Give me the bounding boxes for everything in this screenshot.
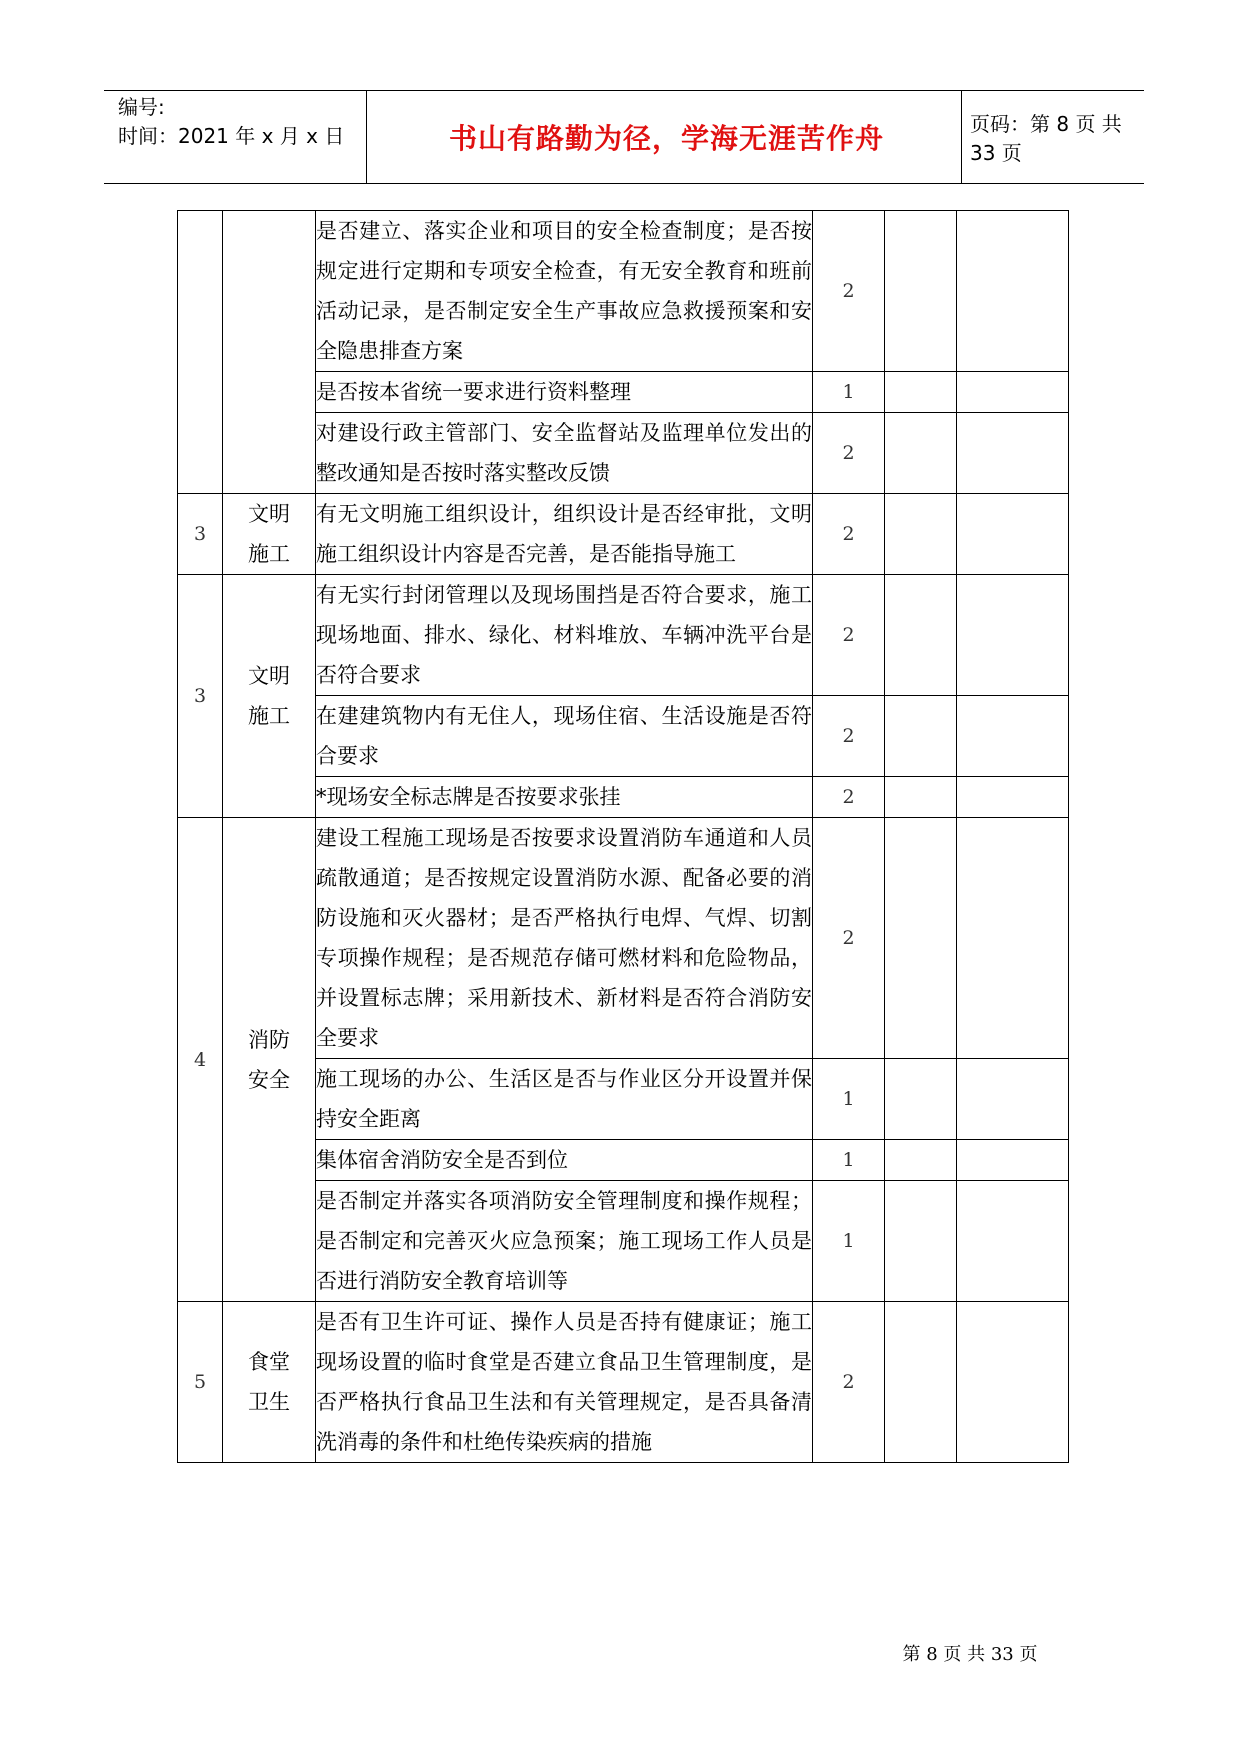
check-score: 2 xyxy=(813,696,885,777)
table-row xyxy=(178,818,1069,1059)
check-score: 2 xyxy=(813,777,885,818)
item-number: 3 xyxy=(178,494,223,575)
table-row xyxy=(178,1302,1069,1463)
item-category xyxy=(223,575,316,818)
header-page-label: 页码：第 8 页 共 33 页 xyxy=(970,112,1122,165)
check-description: *现场安全标志牌是否按要求张挂 xyxy=(316,777,813,818)
check-score: 2 xyxy=(813,413,885,494)
item-category xyxy=(223,1302,316,1463)
check-score: 1 xyxy=(813,1140,885,1181)
item-number xyxy=(178,211,223,494)
check-description: 建设工程施工现场是否按要求设置消防车通道和人员疏散通道；是否按规定设置消防水源、配备必要的消防设施和灭火器材；是否严格执行电焊、气焊、切割专项操作规程；是否规范存储可燃材料和危险物品，并设置标志牌；采用新技术、新材料是否符合消防安全要求 xyxy=(316,818,813,1059)
check-score: 2 xyxy=(813,211,885,372)
check-description: 有无实行封闭管理以及现场围挡是否符合要求，施工现场地面、排水、绿化、材料堆放、车辆冲洗平台是否符合要求 xyxy=(316,575,813,696)
blank-cell xyxy=(885,1059,957,1140)
check-score: 1 xyxy=(813,372,885,413)
check-description: 对建设行政主管部门、安全监督站及监理单位发出的整改通知是否按时落实整改反馈 xyxy=(316,413,813,494)
item-number: 3 xyxy=(178,575,223,818)
check-description: 施工现场的办公、生活区是否与作业区分开设置并保持安全距离 xyxy=(316,1059,813,1140)
blank-cell xyxy=(885,696,957,777)
item-category xyxy=(223,818,316,1302)
check-description: 集体宿舍消防安全是否到位 xyxy=(316,1140,813,1181)
blank-cell xyxy=(885,818,957,1059)
blank-cell xyxy=(957,1302,1069,1463)
blank-cell xyxy=(885,1140,957,1181)
blank-cell xyxy=(885,413,957,494)
header-motto: 书山有路勤为径，学海无涯苦作舟 xyxy=(448,122,884,155)
page-header xyxy=(104,90,1144,184)
blank-cell xyxy=(957,1059,1069,1140)
check-score: 2 xyxy=(813,818,885,1059)
table-row xyxy=(178,211,1069,372)
check-description: 是否有卫生许可证、操作人员是否持有健康证；施工现场设置的临时食堂是否建立食品卫生管理制度，是否严格执行食品卫生法和有关管理规定，是否具备清洗消毒的条件和杜绝传染疾病的措施 xyxy=(316,1302,813,1463)
check-description: 在建建筑物内有无住人，现场住宿、生活设施是否符合要求 xyxy=(316,696,813,777)
blank-cell xyxy=(957,777,1069,818)
blank-cell xyxy=(957,494,1069,575)
category-text: 消防安全 xyxy=(248,1027,290,1092)
item-category xyxy=(223,211,316,494)
check-description: 是否建立、落实企业和项目的安全检查制度；是否按规定进行定期和专项安全检查，有无安全教育和班前活动记录，是否制定安全生产事故应急救援预案和安全隐患排查方案 xyxy=(316,211,813,372)
table-row xyxy=(178,575,1069,696)
blank-cell xyxy=(957,818,1069,1059)
blank-cell xyxy=(885,777,957,818)
blank-cell xyxy=(957,372,1069,413)
check-description: 是否按本省统一要求进行资料整理 xyxy=(316,372,813,413)
check-score: 2 xyxy=(813,494,885,575)
inspection-table xyxy=(177,210,1069,1463)
header-divider xyxy=(961,91,962,183)
header-divider xyxy=(366,91,367,183)
blank-cell xyxy=(885,372,957,413)
blank-cell xyxy=(957,696,1069,777)
document-number-label: 编号: xyxy=(118,95,165,119)
table-row xyxy=(178,494,1069,575)
category-text: 文明施工 xyxy=(248,664,290,728)
blank-cell xyxy=(957,413,1069,494)
check-description: 是否制定并落实各项消防安全管理制度和操作规程；是否制定和完善灭火应急预案；施工现场工作人员是否进行消防安全教育培训等 xyxy=(316,1181,813,1302)
blank-cell xyxy=(885,1302,957,1463)
table-body xyxy=(178,211,1069,1463)
blank-cell xyxy=(885,1181,957,1302)
category-text: 食堂卫生 xyxy=(248,1350,290,1414)
check-score: 2 xyxy=(813,575,885,696)
blank-cell xyxy=(957,1181,1069,1302)
blank-cell xyxy=(885,211,957,372)
blank-cell xyxy=(957,1140,1069,1181)
blank-cell xyxy=(885,575,957,696)
blank-cell xyxy=(957,211,1069,372)
item-number: 5 xyxy=(178,1302,223,1463)
check-description: 有无文明施工组织设计，组织设计是否经审批，文明施工组织设计内容是否完善，是否能指导施工 xyxy=(316,494,813,575)
header-left xyxy=(118,93,344,151)
item-number: 4 xyxy=(178,818,223,1302)
check-score: 1 xyxy=(813,1181,885,1302)
page-footer: 第 8 页 共 33 页 xyxy=(902,1644,1038,1665)
blank-cell xyxy=(957,575,1069,696)
check-score: 2 xyxy=(813,1302,885,1463)
check-score: 1 xyxy=(813,1059,885,1140)
category-text: 文明施工 xyxy=(248,502,290,566)
item-category xyxy=(223,494,316,575)
blank-cell xyxy=(885,494,957,575)
document-time-label: 时间：2021 年 x 月 x 日 xyxy=(118,124,345,148)
